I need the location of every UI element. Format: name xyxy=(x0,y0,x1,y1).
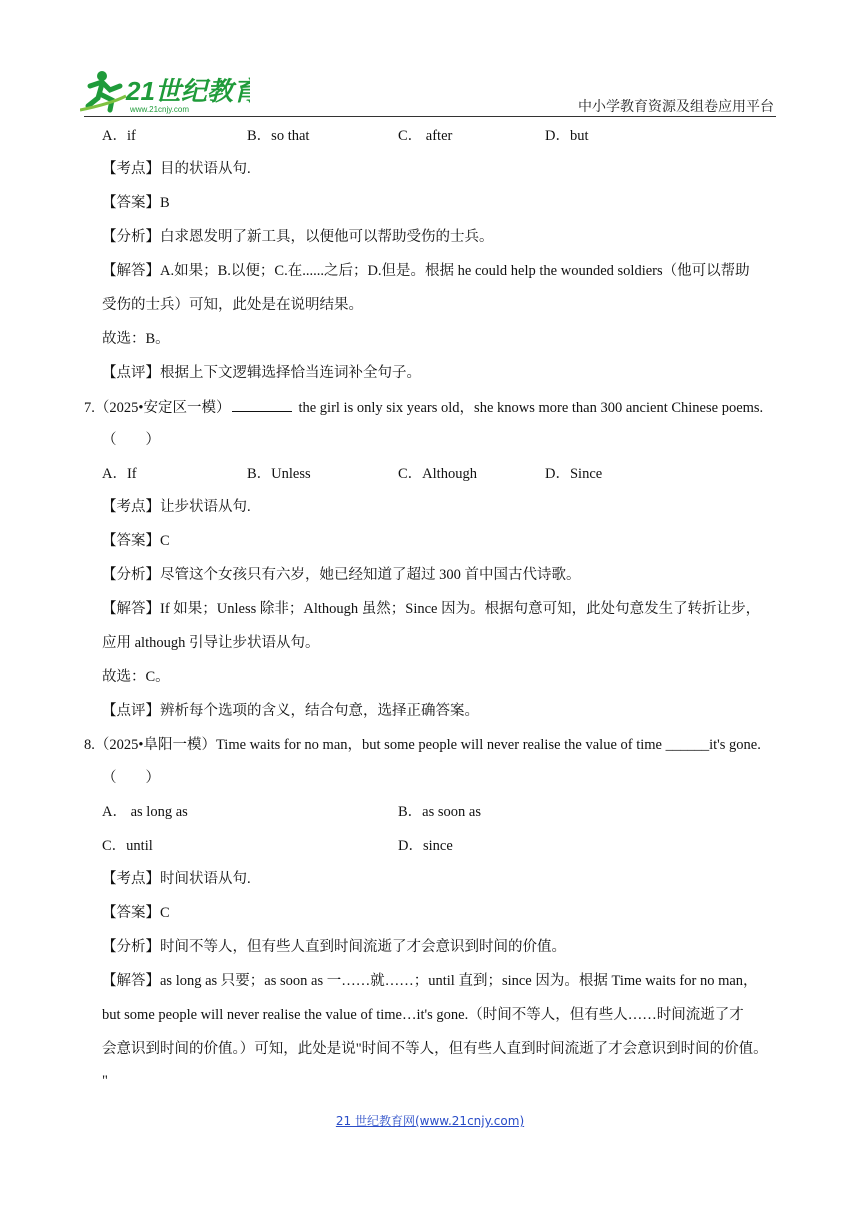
q8-kaodian: 【考点】时间状语从句. xyxy=(102,871,251,887)
q7-stem-prefix: 7.（2025•安定区一模） xyxy=(84,400,231,416)
q7-stem-suffix: the girl is only six years old，she knows more than 300 ancient Chinese poems. xyxy=(298,400,764,416)
platform-title: 中小学教育资源及组卷应用平台 xyxy=(578,99,774,115)
q8-paren: （ ） xyxy=(102,770,160,786)
q6-comment: 【点评】根据上下文逻辑选择恰当连词补全句子。 xyxy=(102,365,421,381)
q6-option-c: C． after xyxy=(398,128,453,144)
q7-kaodian: 【考点】让步状语从句. xyxy=(102,499,251,515)
q6-analysis: 【分析】白求恩发明了新工具，以便他可以帮助受伤的士兵。 xyxy=(102,229,494,245)
q6-option-d: D．but xyxy=(545,128,589,144)
q7-stem xyxy=(84,397,763,418)
q6-kaodian: 【考点】目的状语从句. xyxy=(102,161,251,177)
q8-analysis: 【分析】时间不等人，但有些人直到时间流逝了才会意识到时间的价值。 xyxy=(102,939,566,955)
q7-comment: 【点评】辨析每个选项的含义，结合句意，选择正确答案。 xyxy=(102,703,479,719)
header-divider xyxy=(84,116,776,117)
q7-solution-line-1: 【解答】If 如果；Unless 除非；Although 虽然；Since 因为。根据句意可知，此处句意发生了转折让步， xyxy=(102,601,761,617)
q8-solution-line-4: " xyxy=(102,1073,108,1089)
q6-option-a: A．if xyxy=(102,128,136,144)
q8-solution-line-2: but some people will never realise the value of time…it's gone.（时间不等人，但有些人……时间流逝了才 xyxy=(102,1007,744,1023)
q8-solution-line-1: 【解答】as long as 只要；as soon as 一……就……；until 直到；since 因为。根据 Time waits for no man， xyxy=(102,973,758,989)
logo-url: www.21cnjy.com xyxy=(130,105,189,114)
q8-solution-line-3: 会意识到时间的价值。）可知，此处是说"时间不等人，但有些人直到时间流逝了才会意识到时间的价值。 xyxy=(102,1041,768,1057)
q7-answer-blank xyxy=(232,397,292,412)
q7-analysis: 【分析】尽管这个女孩只有六岁，她已经知道了超过 300 首中国古代诗歌。 xyxy=(102,567,581,583)
q7-choice: 故选：C。 xyxy=(102,669,170,685)
q8-option-c: C．until xyxy=(102,838,153,854)
q7-option-d: D．Since xyxy=(545,466,603,482)
q6-solution-line-1: 【解答】A.如果；B.以便；C.在......之后；D.但是。根据 he could help the wounded soldiers（他可以帮助 xyxy=(102,263,750,279)
q8-stem: 8.（2025•阜阳一模）Time waits for no man，but some people will never realise the value of time ______it's gone. xyxy=(84,737,761,753)
q8-option-b: B．as soon as xyxy=(398,804,481,820)
q6-choice: 故选：B。 xyxy=(102,331,170,347)
runner-logo-icon xyxy=(80,66,250,116)
q6-solution-line-2: 受伤的士兵）可知，此处是在说明结果。 xyxy=(102,297,363,313)
q7-answer: 【答案】C xyxy=(102,533,170,549)
q6-option-b: B．so that xyxy=(247,128,310,144)
q7-option-b: B．Unless xyxy=(247,466,311,482)
logo xyxy=(80,66,250,116)
q6-answer: 【答案】B xyxy=(102,195,170,211)
q8-option-a: A． as long as xyxy=(102,804,188,820)
q8-option-d: D．since xyxy=(398,838,453,854)
q7-paren: （ ） xyxy=(102,432,160,448)
footer-link[interactable]: 21 世纪教育网(www.21cnjy.com) xyxy=(335,1114,525,1128)
q8-answer: 【答案】C xyxy=(102,905,170,921)
q7-option-c: C．Although xyxy=(398,466,477,482)
q7-solution-line-2: 应用 although 引导让步状语从句。 xyxy=(102,635,320,651)
logo-text: 21世纪教育 xyxy=(126,76,250,106)
q7-option-a: A．If xyxy=(102,466,137,482)
